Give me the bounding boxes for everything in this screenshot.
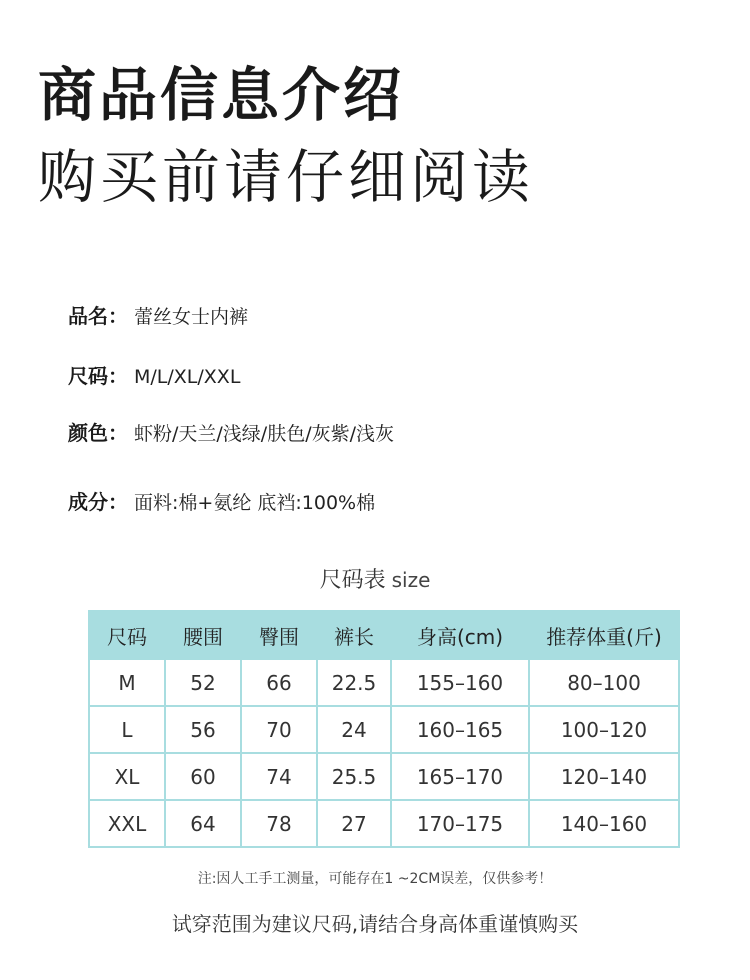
table-cell: 140–160 xyxy=(529,800,679,847)
table-cell: 78 xyxy=(241,800,317,847)
table-row xyxy=(89,659,679,706)
table-cell: 64 xyxy=(165,800,241,847)
table-cell: M xyxy=(89,659,165,706)
column-header: 身高(cm) xyxy=(391,611,529,659)
size-table xyxy=(88,610,680,848)
page-subtitle: 购买前请仔细阅读 xyxy=(38,143,535,211)
table-cell: 60 xyxy=(165,753,241,800)
table-cell: L xyxy=(89,706,165,753)
info-row-color xyxy=(68,417,394,446)
table-row xyxy=(89,706,679,753)
table-cell: 155–160 xyxy=(391,659,529,706)
fabric-value: 面料:棉+氨纶 底裆:100%棉 xyxy=(134,492,376,514)
table-cell: XXL xyxy=(89,800,165,847)
table-cell: 22.5 xyxy=(317,659,391,706)
table-cell: 100–120 xyxy=(529,706,679,753)
page-title: 商品信息介绍 xyxy=(38,61,405,129)
table-cell: XL xyxy=(89,753,165,800)
column-header: 腰围 xyxy=(165,611,241,659)
table-cell: 74 xyxy=(241,753,317,800)
color-value: 虾粉/天兰/浅绿/肤色/灰紫/浅灰 xyxy=(134,423,395,445)
table-cell: 25.5 xyxy=(317,753,391,800)
table-header-row xyxy=(89,611,679,659)
info-row-size xyxy=(68,360,240,389)
table-cell: 66 xyxy=(241,659,317,706)
column-header: 裤长 xyxy=(317,611,391,659)
column-header: 尺码 xyxy=(89,611,165,659)
size-value: M/L/XL/XXL xyxy=(134,366,241,388)
name-label: 品名： xyxy=(68,304,128,328)
table-cell: 80–100 xyxy=(529,659,679,706)
table-cell: 70 xyxy=(241,706,317,753)
size-label: 尺码： xyxy=(68,364,128,388)
table-cell: 56 xyxy=(165,706,241,753)
column-header: 推荐体重(斤) xyxy=(529,611,679,659)
table-cell: 165–170 xyxy=(391,753,529,800)
table-cell: 170–175 xyxy=(391,800,529,847)
footer-advice: 试穿范围为建议尺码,请结合身高体重谨慎购买 xyxy=(171,912,579,936)
size-chart-heading-en: size xyxy=(391,568,431,592)
color-label: 颜色： xyxy=(68,421,128,445)
table-cell: 24 xyxy=(317,706,391,753)
name-value: 蕾丝女士内裤 xyxy=(134,306,249,328)
column-header: 臀围 xyxy=(241,611,317,659)
size-chart-heading-zh: 尺码表 xyxy=(319,568,386,593)
fabric-label: 成分： xyxy=(68,490,128,514)
measurement-note: 注:因人工手工测量，可能存在1 ~2CM误差，仅供参考！ xyxy=(197,871,553,887)
table-cell: 52 xyxy=(165,659,241,706)
table-row xyxy=(89,753,679,800)
table-cell: 27 xyxy=(317,800,391,847)
size-chart-heading xyxy=(0,563,750,594)
info-row-fabric xyxy=(68,486,375,515)
table-cell: 120–140 xyxy=(529,753,679,800)
info-row-name xyxy=(68,300,248,329)
table-cell: 160–165 xyxy=(391,706,529,753)
table-row xyxy=(89,800,679,847)
